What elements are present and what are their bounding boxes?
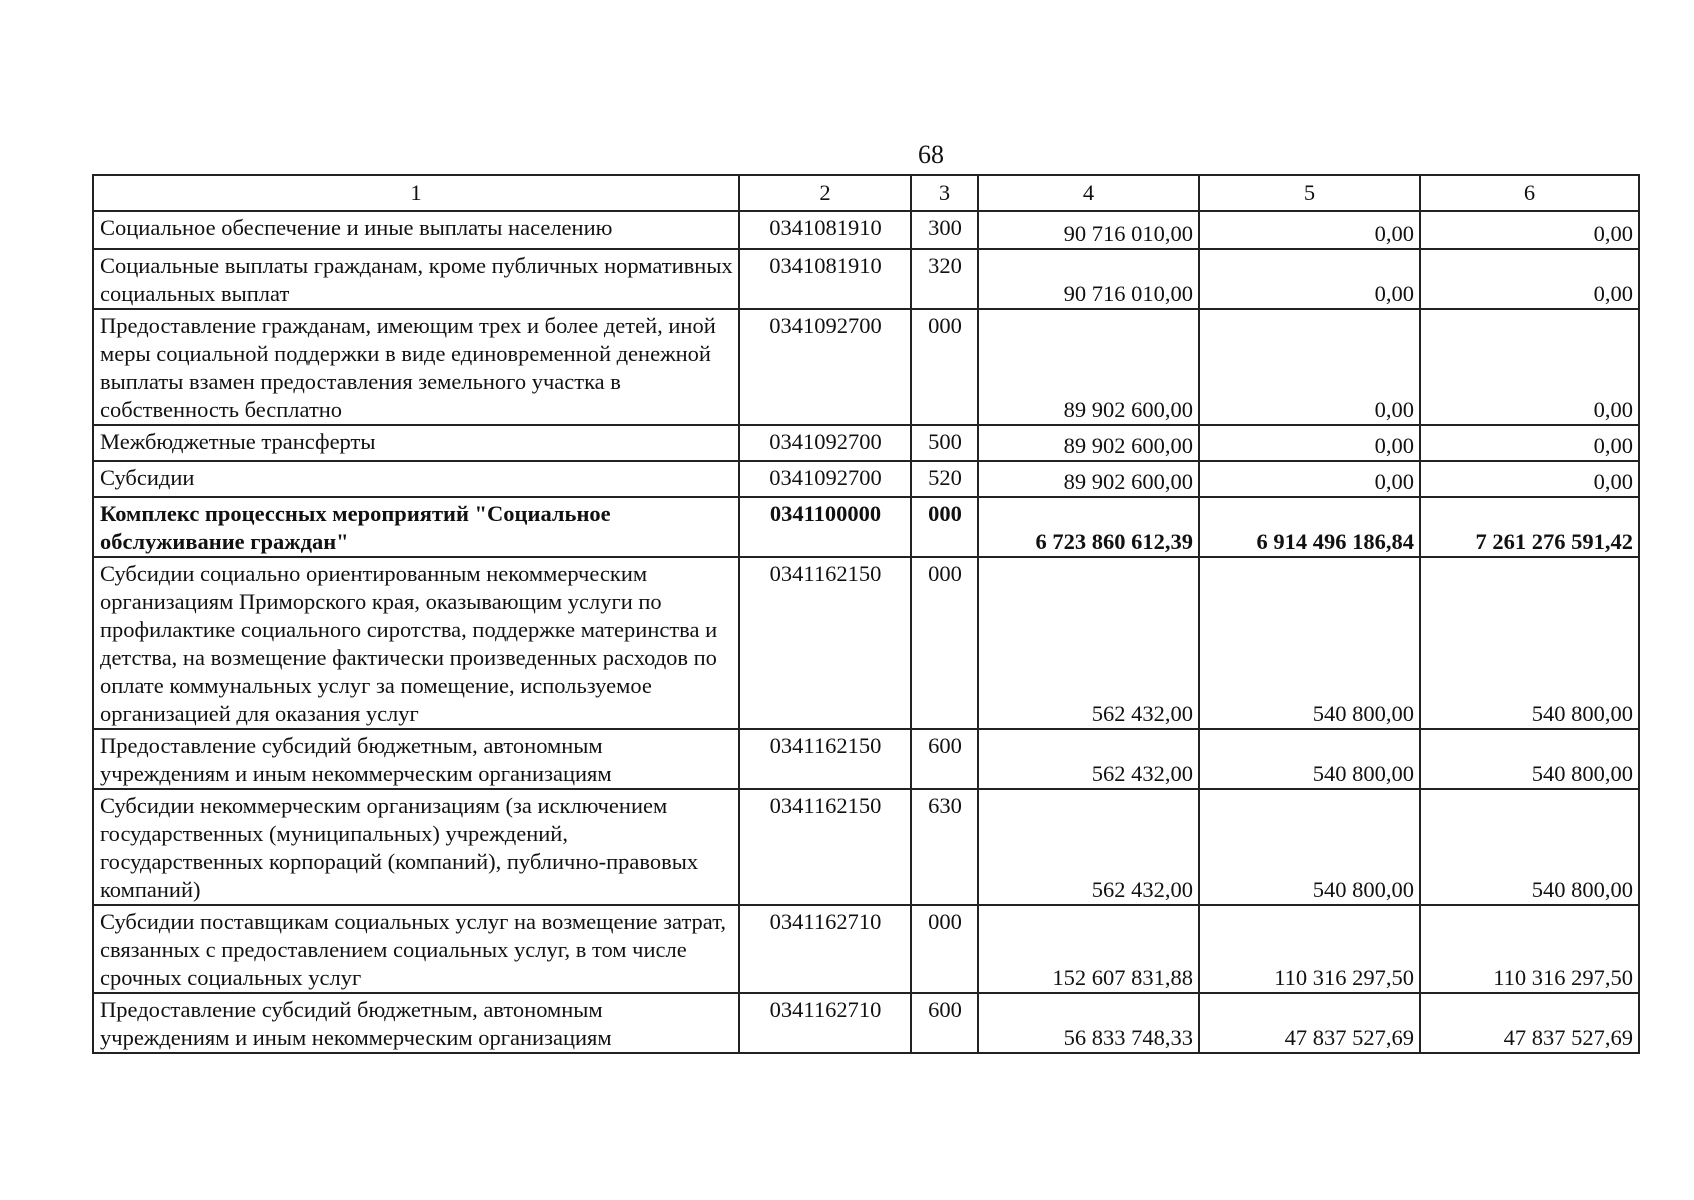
table-row <box>93 249 1639 309</box>
amount-year-2: 0,00 <box>1199 425 1420 461</box>
expense-type-code: 500 <box>911 425 978 461</box>
table-row <box>93 905 1639 993</box>
row-name: Комплекс процессных мероприятий "Социальное обслуживание граждан" <box>93 497 739 557</box>
expense-type-code: 000 <box>911 557 978 729</box>
target-article-code: 0341162710 <box>739 993 911 1053</box>
amount-year-3: 0,00 <box>1420 461 1639 497</box>
target-article-code: 0341092700 <box>739 461 911 497</box>
table-row <box>93 309 1639 425</box>
table-row <box>93 461 1639 497</box>
expense-type-code: 320 <box>911 249 978 309</box>
amount-year-3: 7 261 276 591,42 <box>1420 497 1639 557</box>
budget-table <box>92 174 1640 1054</box>
expense-type-code: 520 <box>911 461 978 497</box>
expense-type-code: 300 <box>911 211 978 249</box>
row-name: Предоставление субсидий бюджетным, автономным учреждениям и иным некоммерческим организациям <box>93 729 739 789</box>
expense-type-code: 600 <box>911 993 978 1053</box>
expense-type-code: 000 <box>911 497 978 557</box>
amount-year-1: 90 716 010,00 <box>978 211 1199 249</box>
column-header: 2 <box>739 175 911 211</box>
amount-year-2: 0,00 <box>1199 249 1420 309</box>
table-row <box>93 497 1639 557</box>
expense-type-code: 630 <box>911 789 978 905</box>
amount-year-2: 0,00 <box>1199 309 1420 425</box>
amount-year-3: 540 800,00 <box>1420 789 1639 905</box>
target-article-code: 0341081910 <box>739 211 911 249</box>
table-row <box>93 789 1639 905</box>
amount-year-3: 0,00 <box>1420 211 1639 249</box>
table-row <box>93 211 1639 249</box>
expense-type-code: 000 <box>911 309 978 425</box>
amount-year-3: 540 800,00 <box>1420 557 1639 729</box>
column-header: 3 <box>911 175 978 211</box>
amount-year-1: 56 833 748,33 <box>978 993 1199 1053</box>
row-name: Межбюджетные трансферты <box>93 425 739 461</box>
table-row <box>93 729 1639 789</box>
amount-year-2: 0,00 <box>1199 211 1420 249</box>
amount-year-3: 0,00 <box>1420 249 1639 309</box>
amount-year-1: 89 902 600,00 <box>978 425 1199 461</box>
row-name: Предоставление гражданам, имеющим трех и более детей, иной меры социальной поддержки в виде единовременной денежной выплаты взамен предоставления земельного участка в собственность бесплатно <box>93 309 739 425</box>
column-header: 6 <box>1420 175 1639 211</box>
column-header: 5 <box>1199 175 1420 211</box>
row-name: Субсидии некоммерческим организациям (за исключением государственных (муниципальных) учреждений, государственных корпораций (компаний), публично-правовых компаний) <box>93 789 739 905</box>
column-header: 1 <box>93 175 739 211</box>
amount-year-3: 540 800,00 <box>1420 729 1639 789</box>
row-name: Субсидии поставщикам социальных услуг на возмещение затрат, связанных с предоставлением социальных услуг, в том числе срочных социальных услуг <box>93 905 739 993</box>
row-name: Субсидии социально ориентированным некоммерческим организациям Приморского края, оказывающим услуги по профилактике социального сиротства, поддержке материнства и детства, на возмещение фактически произведенных расходов по оплате коммунальных услуг за помещение, используемое организацией для оказания услуг <box>93 557 739 729</box>
page-number: 68 <box>918 140 944 169</box>
amount-year-2: 110 316 297,50 <box>1199 905 1420 993</box>
table-row <box>93 425 1639 461</box>
amount-year-1: 89 902 600,00 <box>978 461 1199 497</box>
target-article-code: 0341162150 <box>739 789 911 905</box>
amount-year-1: 562 432,00 <box>978 557 1199 729</box>
amount-year-2: 540 800,00 <box>1199 789 1420 905</box>
amount-year-2: 540 800,00 <box>1199 729 1420 789</box>
expense-type-code: 600 <box>911 729 978 789</box>
amount-year-2: 0,00 <box>1199 461 1420 497</box>
amount-year-1: 152 607 831,88 <box>978 905 1199 993</box>
table-header-row <box>93 175 1639 211</box>
amount-year-3: 110 316 297,50 <box>1420 905 1639 993</box>
expense-type-code: 000 <box>911 905 978 993</box>
target-article-code: 0341162710 <box>739 905 911 993</box>
amount-year-2: 47 837 527,69 <box>1199 993 1420 1053</box>
column-header: 4 <box>978 175 1199 211</box>
amount-year-1: 6 723 860 612,39 <box>978 497 1199 557</box>
target-article-code: 0341100000 <box>739 497 911 557</box>
amount-year-1: 89 902 600,00 <box>978 309 1199 425</box>
amount-year-2: 6 914 496 186,84 <box>1199 497 1420 557</box>
row-name: Социальные выплаты гражданам, кроме публичных нормативных социальных выплат <box>93 249 739 309</box>
amount-year-3: 0,00 <box>1420 425 1639 461</box>
target-article-code: 0341092700 <box>739 425 911 461</box>
target-article-code: 0341092700 <box>739 309 911 425</box>
row-name: Субсидии <box>93 461 739 497</box>
target-article-code: 0341162150 <box>739 557 911 729</box>
amount-year-1: 562 432,00 <box>978 789 1199 905</box>
amount-year-1: 90 716 010,00 <box>978 249 1199 309</box>
row-name: Социальное обеспечение и иные выплаты населению <box>93 211 739 249</box>
target-article-code: 0341081910 <box>739 249 911 309</box>
row-name: Предоставление субсидий бюджетным, автономным учреждениям и иным некоммерческим организациям <box>93 993 739 1053</box>
target-article-code: 0341162150 <box>739 729 911 789</box>
amount-year-3: 47 837 527,69 <box>1420 993 1639 1053</box>
table-row <box>93 993 1639 1053</box>
table-row <box>93 557 1639 729</box>
amount-year-1: 562 432,00 <box>978 729 1199 789</box>
amount-year-3: 0,00 <box>1420 309 1639 425</box>
amount-year-2: 540 800,00 <box>1199 557 1420 729</box>
